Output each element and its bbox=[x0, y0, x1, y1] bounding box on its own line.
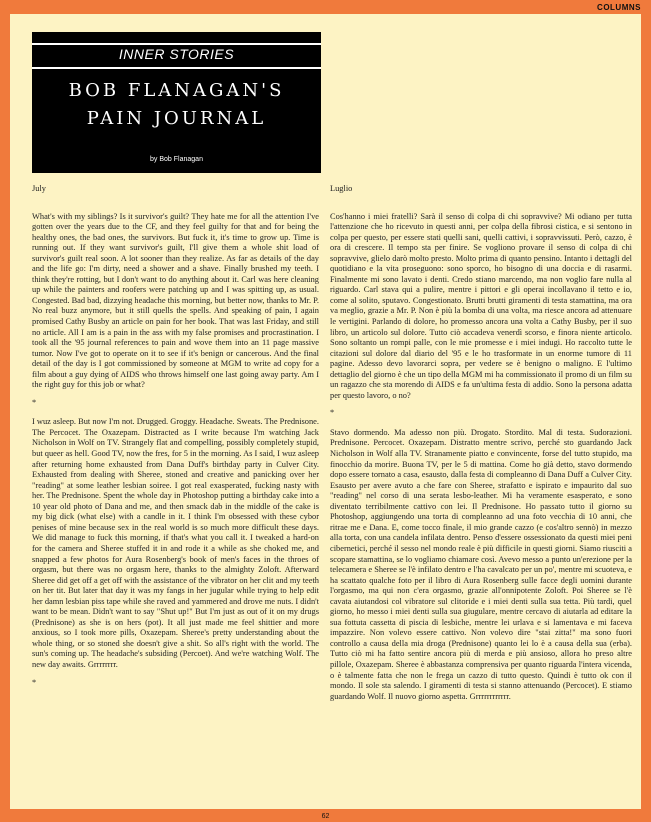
title-banner bbox=[32, 32, 321, 173]
byline: by Bob Flanagan bbox=[150, 156, 203, 163]
month-heading: Luglio bbox=[330, 184, 353, 193]
entry-separator: * bbox=[32, 397, 37, 407]
banner-rule-bottom bbox=[32, 67, 321, 69]
journal-entry: I wuz asleep. But now I'm not. Drugged. Groggy. Headache. Sweats. The Prednisone. The Percocet. The Oxazepam. Distracted as I write because I'm watching Jack Nicholson in Wolf on TV. Strangely flat and compelling, possibly completely stupid, but queer as hell. Good TV, now the fres, for 5 in the morning. As I said, I wuz asleep after returning home exhausted from Dana Duff's birthday party in Culver City. Exhausted from dealing with Sheree, stoned and creative and panicking over her "reading" at some leather lesbian soiree. I got real exasperated, fucking nasty with her. The Prednisone. Spent the whole day in Photoshop putting a birthday cake into a 10 year old photo of Dana and me, and then smack dab in the middle of the cake is my big dick (what else) with a candle in it. I think I'm obsessed with these cybor penises of mine because sex in the real world is so much more difficult these days. We did manage to fuck this morning, if that's what you call it. I tweaked a hard-on for the camera and Sheree stuffed it in and rode it a while as she choked me, and snapped a few photos for Aura Rosenberg's book of men's faces in the throes of orgasm, but there was no orgasm here, thanks to the almighty Zoloft. Afterward Sheree did get off a get off with the assistance of the vibrator on her clit and my teeth on her tit. But later that day it was my fangs in her jugular while trying to help edit her damn lesbian piss tape while she raved and yammered and drove me nuts. I didn't want to be mean. Didn't want to say "Shut up!" But I'm just as out of it on my drugs (Prednisone) as she is on hers (pot). It all just made me feel shittier and more anxious, so I took more pills, Oxazepam. Sheree's pretty understanding about the whole thing, or so stoned she doesn't give a shit. So all's right with the world. The sun's coming up. The headache's subsiding (Percoet). And we're watching Wolf. The new day awaits. Grrrrrrrr. bbox=[32, 417, 319, 669]
month-heading: July bbox=[32, 184, 46, 193]
banner-kicker: INNER STORIES bbox=[118, 46, 235, 62]
journal-entry: Stavo dormendo. Ma adesso non più. Drogato. Stordito. Mal di testa. Sudorazioni. Prednisone. Percocet. Oxazepam. Distratto mentre scrivo, perché sto guardando Jack Nicholson in Wolf alla TV. Stranamente piatto e convincente, forse del tutto stupido, ma finocchio da morire. Buona TV, per le 5 di mattina. Come ho già detto, stavo dormendo dopo essere tornato a casa, esausto, dalla festa di compleanno di Dana Duff a Culver City. Esausto per avere avuto a che fare con Sheree, strafatto e ispirato e impaurito dal suo "reading" nel corso di una serata lesbo-leather. Mi ha veramente esasperato, e sono diventato terribilmente cattivo con lei. Il Prednisone. Ho passato tutto il giorno su Photoshop, aggiungendo una torta di compleanno ad una foto vecchia di 10 anni, che ritrae me e Dana. E, come tocco finale, il mio grande cazzo (e cos'altro sennò) in mezzo alla torta, con una candela infilata dentro. Penso d'essere ossessionato da questi miei peni cibernetici, perché il sesso nel mondo reale è più difficile in questi giorni. Siamo riusciti a scopare stamattina, se lo vogliamo chiamare così. Avevo messo a punto un'erezione per la telecamera e Sheree se l'è infilato dentro e l'ha cavalcato per un po', mentre mi scuoteva, e ha scattato qualche foto per il libro di Aura Rosenberg sulle facce degli uomini durante l'orgasmo, ma qui non c'era orgasmo, grazie all'onnipotente Zoloft. Poi Sheree se l'è cavata aiutandosi col vibratore sul clitoride e i miei denti sulla sua tetta. Più tardi, quel giorno, ho messo i miei denti sulla sua giugulare, mentre cercavo di aiutarla ad editare la sua fottuta cassetta di piscia di lesbiche, mentre lei urlava e si lamentava e mi faceva impazzire. Non volevo essere cattivo. Non volevo dire "stai zitta!" ma sono fuori controllo a causa della mia droga (Prednisone) quanto lei lo è a causa della sua (erba). Tutto ciò mi ha fatto sentire ancora più di merda e più ansioso, allora ho preso altre pillole, Oxazepam. Sheree è abbastanza comprensiva per quanto riguarda l'intera vicenda, o è talmente fatta che non le frega un cazzo di tutto questo. Quindi è tutto ok con il mondo. Il sole sta salendo. I giramenti di testa si stanno attenuando (Percocet). E stiamo guardando Wolf. Il nuovo giorno aspetta. Grrrrrrrrrrrr. bbox=[330, 427, 632, 701]
article-title bbox=[32, 77, 321, 133]
article-title-line1: BOB FLANAGAN'S bbox=[68, 80, 285, 101]
journal-entry: What's with my siblings? Is it survivor's guilt? They hate me for all the attention I've gotten over the years due to the CF, and they feel guilty for that and for being the healthy ones, the bad ones, the survivors. But fuck it, it's time to grow up. Time is running out. If they want survivor's guilt, I'll give them a whole shit load of survivor's guilt real soon. A lot sooner than they realize. As far as details of the day and the life go: I'm dirty, need a shower and a shave. Finally brushed my teeth. I think they're rotting, but I don't want to do anything about it. Carl was here cleaning up while the painters and roofers were patching up and I was spitting up, as usual. Congested. Bad bad, dizzying headache this morning, but better now, thanks to Mr. P. No real buzz anymore, but it still quells the spells. And speaking of pain, I again promised Cathy Busby an article on pain for her book. That was last Friday, and still no article. All I am is a pain in the ass with my false promises and procrastination. I took all the '95 journal references to pain and wove them into an 11 page massive tumor. Now I've got to operate on it to see if it's benign or cancerous. And the final detail of the day is I got commissioned by someone at MGM to write ad copy for a film about a guy dying of AIDS who throws himself one last going away party. Am I the right guy for this job or what? bbox=[32, 211, 319, 390]
italian-column bbox=[330, 184, 632, 702]
journal-entry: Cos'hanno i miei fratelli? Sarà il senso di colpa di chi sopravvive? Mi odiano per tutta l'attenzione che ho ricevuto in questi anni, per colpa della fibrosi cistica, e si sentono in colpa per questo, per essere stati quelli sani, quelli cattivi, i sopravvissuti. Però, cazzo, è ora di crescere. Il tempo sta per finire. Se vogliono provare il senso di colpa di chi sopravvive, glielo darò molto presto. Molto prima di quanto pensino. Intanto i dettagli del quotidiano e la vita proseguono: sono sporco, ho bisogno di una doccia e di rasarmi. Finalmente mi sono lavato i denti. Credo stiano marcendo, ma non voglio fare nulla al riguardo. Carl stava qui a pulire, mentre i pittori e gli operai incollavano il tetto e io, come al solito, sputavo. Congestionato. Brutti brutti giramenti di testa stamattina, ma ora va meglio, grazie a Mr. P. Non è più la bomba di una volta, ma riesce ancora ad attenuare le vertigini. Parlando di dolore, ho promesso ancora una volta a Cathy Busby, per il suo libro, un articolo sul dolore. Tutto ciò accadeva venerdì scorso, e finora niente articolo. Sono soltanto un rompi palle, con le mie promesse e i miei indugi. Ho raccolto tutte le citazioni sul dolore dal diario del '95 e le ho trasformate in un enorme tumore di 11 pagine. Adesso devo lavorarci sopra, per vedere se è benigno o maligno. E l'ultimo dettaglio del giorno è che un tipo della MGM mi ha commissionato il promo di un film su un ragazzo che sta morendo di AIDS e fa un'ultima festa di addio. Sono la persona adatta per questo lavoro, o no? bbox=[330, 211, 632, 400]
section-tag: COLUMNS bbox=[597, 3, 641, 12]
article-title-line2: PAIN JOURNAL bbox=[86, 108, 267, 129]
banner-rule-top bbox=[32, 43, 321, 45]
english-column bbox=[32, 184, 319, 697]
entry-separator: * bbox=[330, 408, 335, 418]
page-paper bbox=[10, 14, 641, 809]
page-number: 62 bbox=[321, 813, 330, 820]
entry-separator: * bbox=[32, 677, 37, 687]
